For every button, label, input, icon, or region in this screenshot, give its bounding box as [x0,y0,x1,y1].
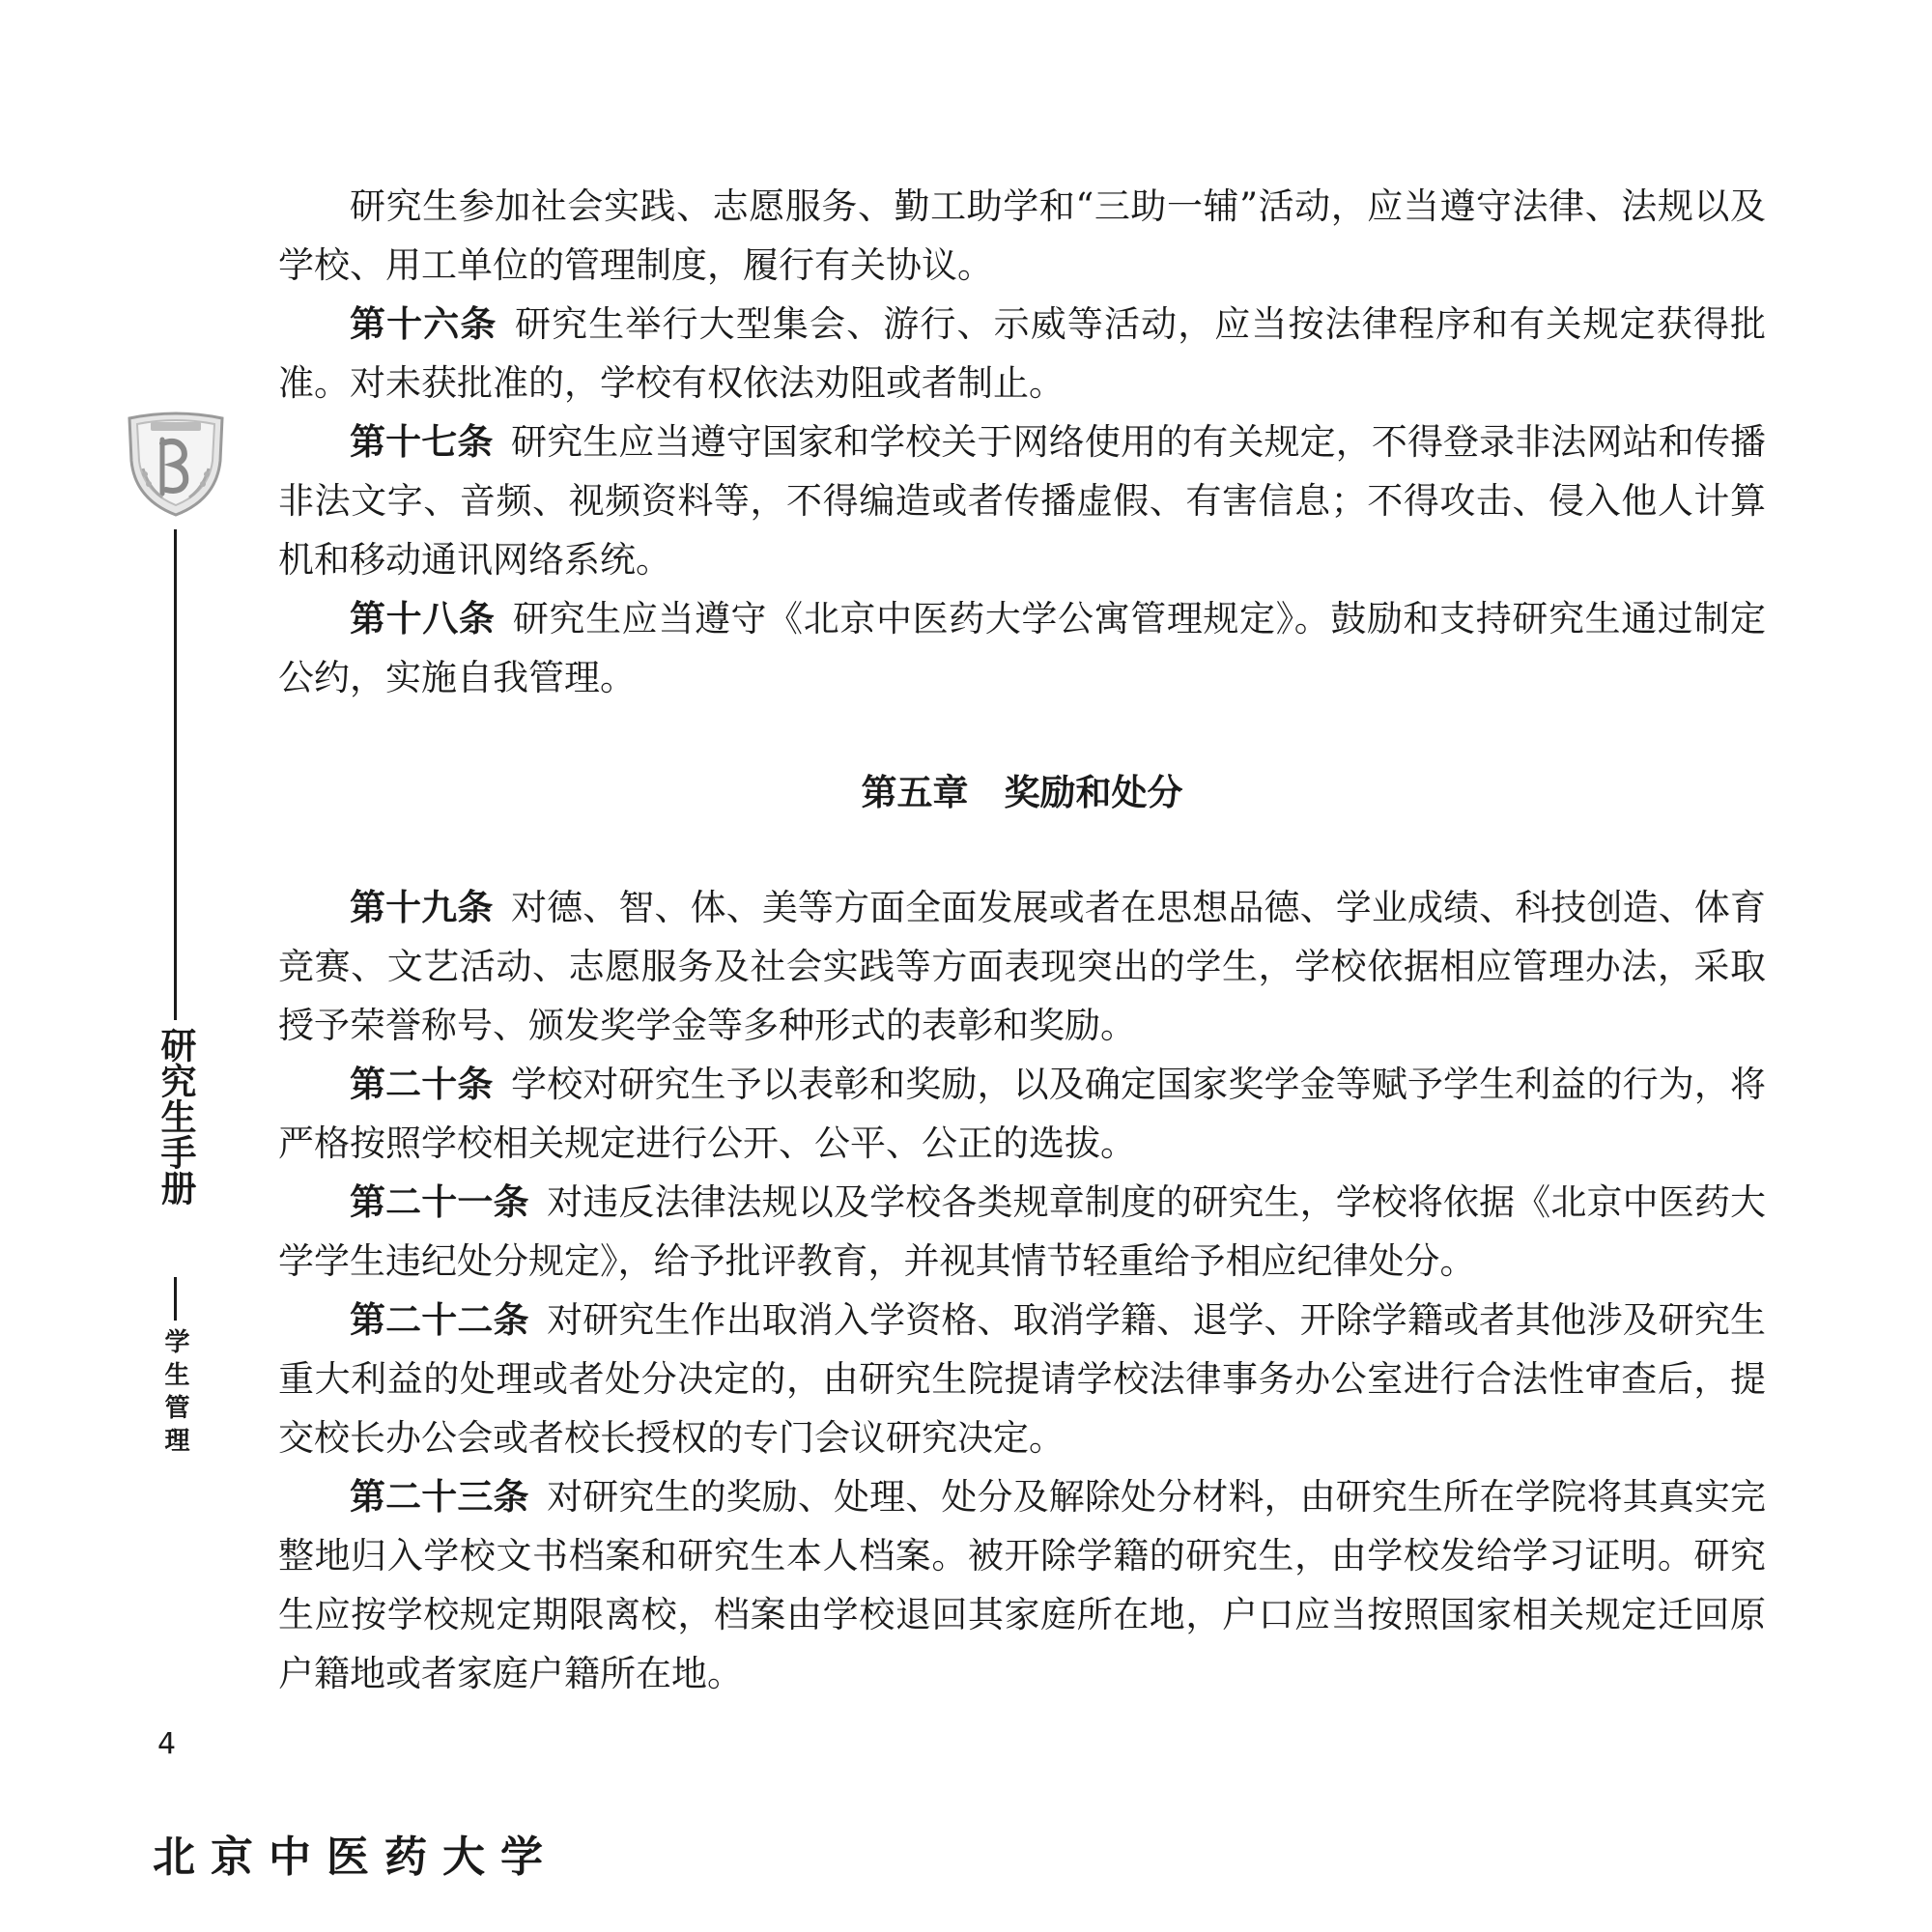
margin-rule-upper [174,529,177,1020]
article-paragraph [278,1291,1766,1467]
article-paragraph [278,412,1766,589]
article-text: 学校对研究生予以表彰和奖励，以及确定国家奖学金等赋予学生利益的行为，将严格按照学校相关规定进行公开、公平、公正的选拔。 [278,1064,1767,1164]
page-number: 4 [157,1727,177,1761]
article-number: 第二十一条 [350,1181,529,1223]
article-paragraph [278,1467,1766,1703]
article-text: 研究生应当遵守《北京中医药大学公寓管理规定》。鼓励和支持研究生通过制定公约，实施自我管理。 [278,598,1766,698]
article-paragraph [278,589,1766,707]
article-number: 第十八条 [350,598,496,639]
paragraph-text: 研究生参加社会实践、志愿服务、勤工助学和“三助一辅”活动，应当遵守法律、法规以及学校、用工单位的管理制度，履行有关协议。 [278,185,1766,286]
article-number: 第十九条 [350,887,494,928]
article-text: 对研究生作出取消入学资格、取消学籍、退学、开除学籍或者其他涉及研究生重大利益的处理或者处分决定的，由研究生院提请学校法律事务办公室进行合法性审查后，提交校长办公会或者校长授权的专门会议研究决定。 [278,1299,1766,1459]
article-text: 对违反法律法规以及学校各类规章制度的研究生，学校将依据《北京中医药大学学生违纪处分规定》，给予批评教育，并视其情节轻重给予相应纪律处分。 [278,1181,1766,1282]
university-name: 北京中医药大学 [153,1833,558,1882]
article-text: 研究生应当遵守国家和学校关于网络使用的有关规定，不得登录非法网站和传播非法文字、音频、视频资料等，不得编造或者传播虚假、有害信息；不得攻击、侵入他人计算机和移动通讯网络系统。 [278,421,1767,581]
article-paragraph [278,878,1766,1055]
handbook-title: 研究生手册 [155,1027,196,1206]
article-number: 第十七条 [350,421,494,463]
article-text: 研究生举行大型集会、游行、示威等活动，应当按法律程序和有关规定获得批准。对未获批准的，学校有权依法劝阻或者制止。 [278,303,1767,404]
paragraph [278,177,1766,295]
article-text: 对德、智、体、美等方面全面发展或者在思想品德、学业成绩、科技创造、体育竞赛、文艺活动、志愿服务及社会实践等方面表现突出的学生，学校依据相应管理办法，采取授予荣誉称号、颁发奖学金等多种形式的表彰和奖励。 [278,887,1767,1046]
university-emblem-icon [124,411,228,519]
article-number: 第二十条 [350,1064,494,1105]
article-number: 第二十二条 [350,1299,529,1341]
article-paragraph [278,1055,1766,1173]
chapter-heading: 第五章 奖励和处分 [861,772,1183,813]
article-number: 第十六条 [350,303,497,345]
article-paragraph [278,1173,1766,1291]
page-body [278,177,1766,1703]
section-subtitle: 学生管理 [160,1328,189,1460]
article-text: 对研究生的奖励、处理、处分及解除处分材料，由研究生所在学院将其真实完整地归入学校文书档案和研究生本人档案。被开除学籍的研究生，由学校发给学习证明。研究生应按学校规定期限离校，档案由学校退回其家庭所在地，户口应当按照国家相关规定迁回原户籍地或者家庭户籍所在地。 [278,1476,1766,1694]
article-paragraph [278,295,1766,412]
margin-rule-lower [174,1277,177,1321]
article-number: 第二十三条 [350,1476,529,1518]
